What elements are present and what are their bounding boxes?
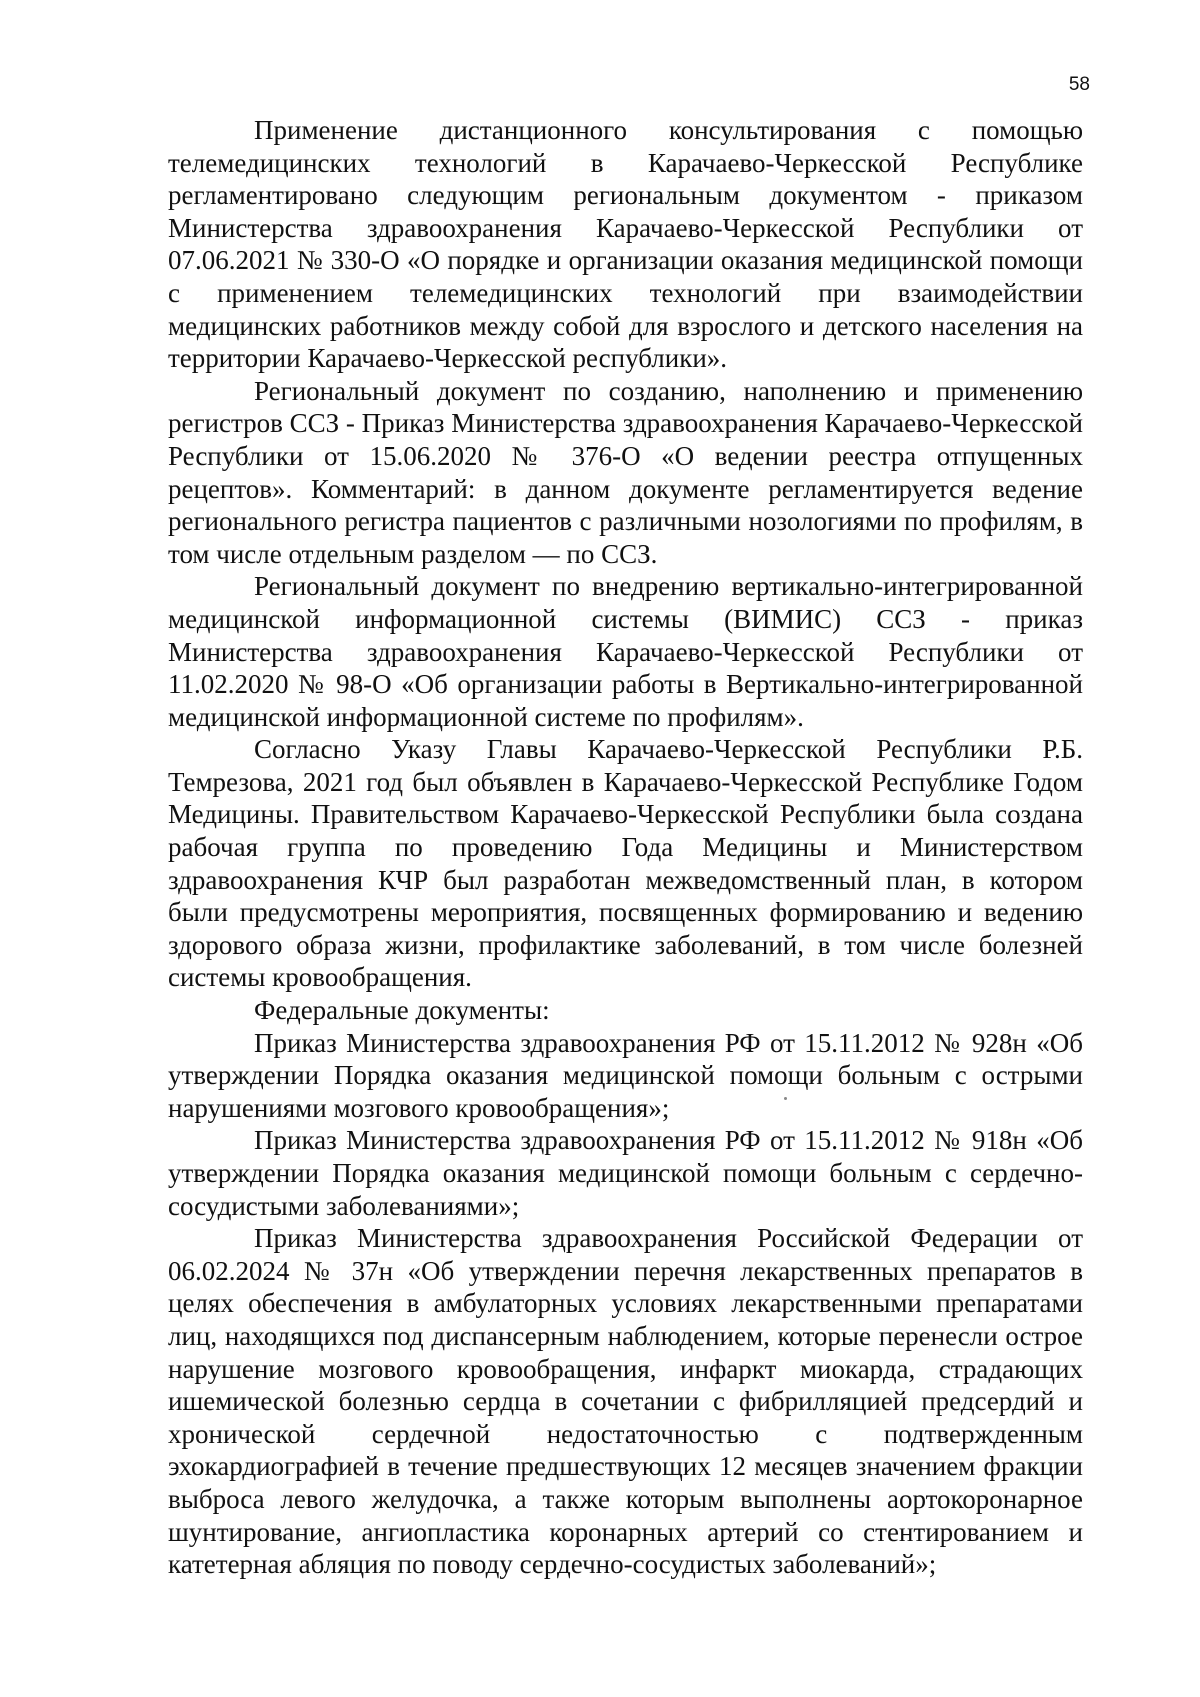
- document-body: [168, 114, 1083, 1581]
- federal-document-928n: Приказ Министерства здравоохранения РФ от 15.11.2012 № 928н «Об утверждении Порядка оказания медицинской помощи больным с острыми нарушениями мозгового кровообращения»;: [168, 1027, 1083, 1123]
- paragraph-telemedicine: Применение дистанционного консультирования с помощью телемедицинских технологий в Карачаево-Черкесской Республике регламентировано следующим региональным документом - приказом Министерства здравоохранения Карачаево-Черкесской Республики от 07.06.2021 № 330-О «О порядке и организации оказания медицинской помощи с применением телемедицинских технологий при взаимодействии медицинских работников между собой для взрослого и детского населения на территории Карачаево-Черкесской республики».: [168, 115, 1083, 374]
- scan-speck: [784, 1097, 787, 1100]
- federal-documents-heading: Федеральные документы:: [254, 995, 550, 1026]
- federal-document-918n: Приказ Министерства здравоохранения РФ от 15.11.2012 № 918н «Об утверждении Порядка оказания медицинской помощи больным с сердечно-сосудистыми заболеваниями»;: [168, 1125, 1083, 1221]
- federal-document-37n: Приказ Министерства здравоохранения Российской Федерации от 06.02.2024 № 37н «Об утверждении перечня лекарственных препаратов в целях обеспечения в амбулаторных условиях лекарственными препаратами лиц, находящихся под диспансерным наблюдением, которые перенесли острое нарушение мозгового кровообращения, инфаркт миокарда, страдающих ишемической болезнью сердца в сочетании с фибрилляцией предсердий и хронической сердечной недостаточностью с подтвержденным эхокардиографией в течение предшествующих 12 месяцев значением фракции выброса левого желудочка, а также которым выполнены аортокоронарное шунтирование, ангиопластика коронарных артерий со стентированием и катетерная абляция по поводу сердечно-сосудистых заболеваний»;: [168, 1223, 1083, 1580]
- paragraph-registers: Региональный документ по созданию, наполнению и применению регистров ССЗ - Приказ Министерства здравоохранения Карачаево-Черкесской Республики от 15.06.2020 № 376-О «О ведении реестра отпущенных рецептов». Комментарий: в данном документе регламентируется ведение регионального регистра пациентов с различными нозологиями по профилям, в том числе отдельным разделом — по ССЗ.: [168, 375, 1083, 569]
- paragraph-year-of-medicine: Согласно Указу Главы Карачаево-Черкесской Республики Р.Б. Темрезова, 2021 год был объявлен в Карачаево-Черкесской Республике Годом Медицины. Правительством Карачаево-Черкесской Республики была создана рабочая группа по проведению Года Медицины и Министерством здравоохранения КЧР был разработан межведомственный план, в котором были предусмотрены мероприятия, посвященных формированию и ведению здорового образа жизни, профилактике заболеваний, в том числе болезней системы кровообращения.: [168, 734, 1083, 993]
- page-number: 58: [1068, 74, 1090, 95]
- paragraph-vimis: Региональный документ по внедрению вертикально-интегрированной медицинской информационной системы (ВИМИС) ССЗ - приказ Министерства здравоохранения Карачаево-Черкесской Республики от 11.02.2020 № 98-О «Об организации работы в Вертикально-интегрированной медицинской информационной системе по профилям».: [168, 571, 1083, 732]
